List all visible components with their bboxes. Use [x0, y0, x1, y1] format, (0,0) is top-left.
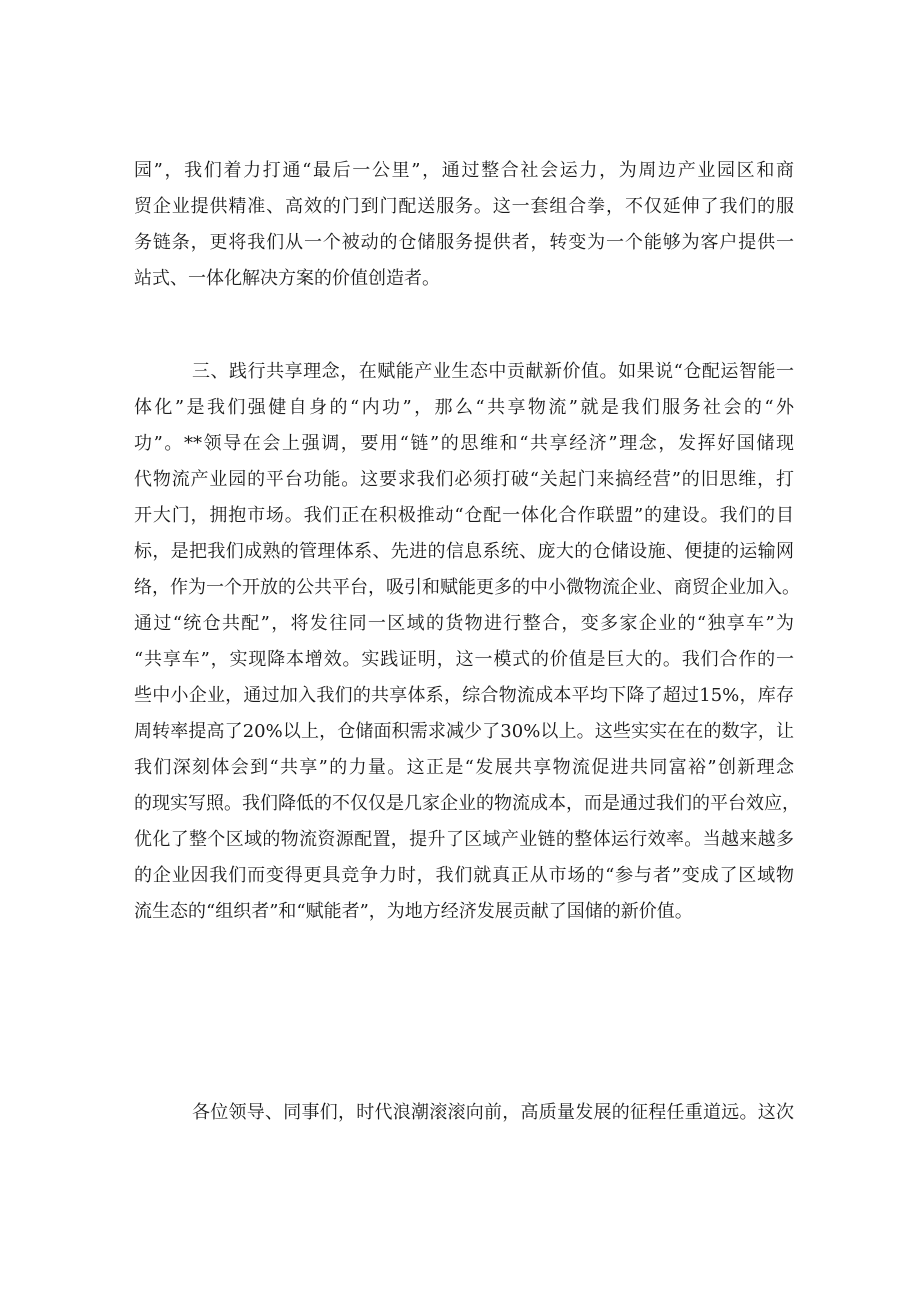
paragraph-shared-logistics — [134, 354, 800, 930]
text-line: 通过“统仓共配”，将发往同一区域的货物进行整合，变多家企业的“独享车”为 — [134, 613, 794, 634]
text-line: 优化了整个区域的物流资源配置，提升了区域产业链的整体运行效率。当越来越多 — [134, 829, 794, 850]
text-line: 流生态的“组织者”和“赋能者”，为地方经济发展贡献了国储的新价值。 — [134, 901, 693, 922]
text-line: 络，作为一个开放的公共平台，吸引和赋能更多的中小微物流企业、商贸企业加入。 — [134, 577, 800, 598]
paragraph-delivery-service — [134, 153, 794, 297]
text-line: 标，是把我们成熟的管理体系、先进的信息系统、庞大的仓储设施、便捷的运输网 — [134, 541, 794, 562]
text-line: “共享车”，实现降本增效。实践证明，这一模式的价值是巨大的。我们合作的一 — [134, 649, 794, 670]
text-line: 的企业因我们而变得更具竞争力时，我们就真正从市场的“参与者”变成了区域物 — [134, 865, 794, 886]
paragraph-closing — [134, 1095, 794, 1131]
text-line: 三、践行共享理念，在赋能产业生态中贡献新价值。如果说“仓配运智能一 — [192, 361, 794, 382]
text-line: 些中小企业，通过加入我们的共享体系，综合物流成本平均下降了超过15%，库存 — [134, 685, 794, 706]
text-line: 的现实写照。我们降低的不仅仅是几家企业的物流成本，而是通过我们的平台效应， — [134, 793, 800, 814]
text-line: 体化”是我们强健自身的“内功”，那么“共享物流”就是我们服务社会的“外 — [134, 397, 794, 418]
text-line: 开大门，拥抱市场。我们正在积极推动“仓配一体化合作联盟”的建设。我们的目 — [134, 505, 794, 526]
text-line: 各位领导、同事们，时代浪潮滚滚向前，高质量发展的征程任重道远。这次 — [192, 1102, 794, 1123]
text-line: 功”。**领导在会上强调，要用“链”的思维和“共享经济”理念，发挥好国储现 — [134, 433, 794, 454]
text-line: 代物流产业园的平台功能。这要求我们必须打破“关起门来搞经营”的旧思维，打 — [134, 469, 794, 490]
text-line: 站式、一体化解决方案的价值创造者。 — [134, 268, 440, 289]
text-line: 贸企业提供精准、高效的门到门配送服务。这一套组合拳，不仅延伸了我们的服 — [134, 196, 794, 217]
text-line: 园”，我们着力打通“最后一公里”，通过整合社会运力，为周边产业园区和商 — [134, 160, 794, 181]
text-line: 周转率提高了20%以上，仓储面积需求减少了30%以上。这些实实在在的数字，让 — [134, 721, 794, 742]
text-line: 务链条，更将我们从一个被动的仓储服务提供者，转变为一个能够为客户提供一 — [134, 232, 794, 253]
text-line: 我们深刻体会到“共享”的力量。这正是“发展共享物流促进共同富裕”创新理念 — [134, 757, 794, 778]
